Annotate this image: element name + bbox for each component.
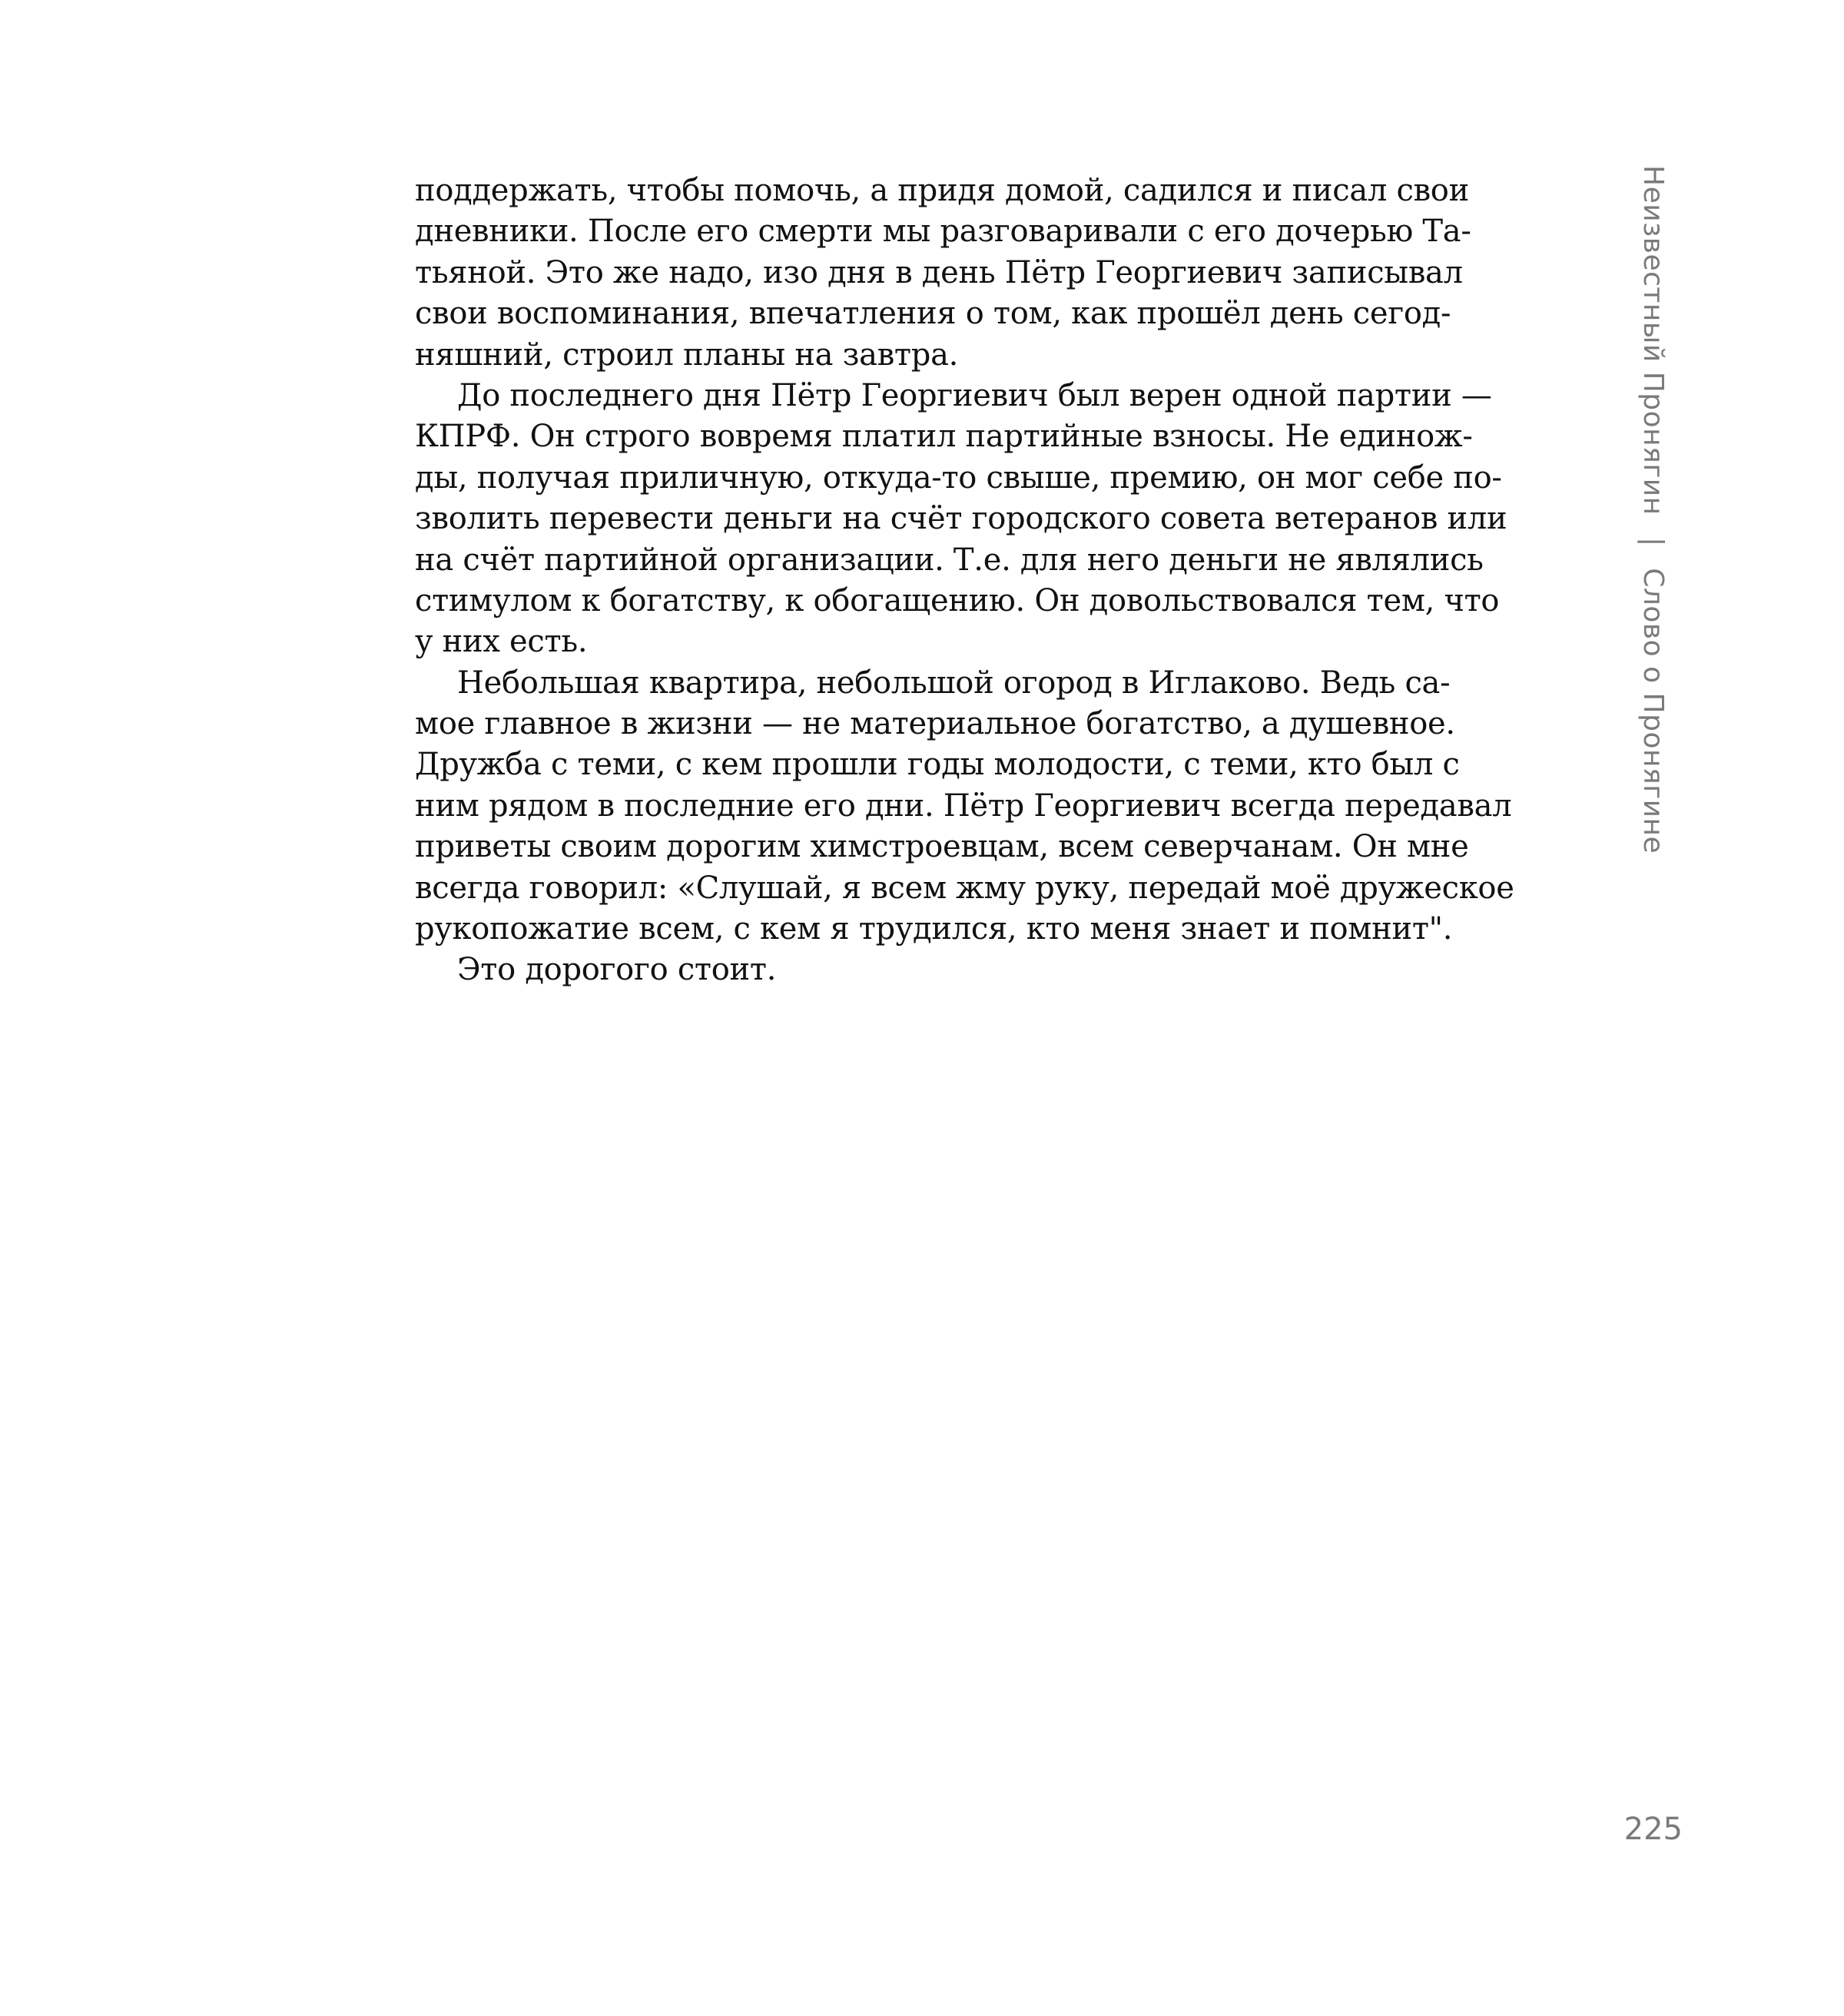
body-line: ним рядом в последние его дни. Пётр Георгиевич всегда передавал [415, 788, 1512, 824]
body-line: До последнего дня Пётр Георгиевич был верен одной партии — [457, 377, 1492, 413]
body-line: мое главное в жизни — не материальное богатство, а душевное. [415, 706, 1455, 742]
body-line: приветы своим дорогим химстроевцам, всем северчанам. Он мне [415, 829, 1469, 865]
running-head-book-title: Неизвестный Пронягин [1637, 165, 1669, 516]
body-line: всегда говорил: «Слушай, я всем жму руку, передай моё дружеское [415, 870, 1514, 906]
body-line: на счёт партийной организации. Т.е. для него деньги не являлись [415, 542, 1484, 578]
body-line: зволить перевести деньги на счёт городского совета ветеранов или [415, 501, 1507, 537]
page-number: 225 [1623, 1812, 1683, 1847]
running-head [1632, 165, 1673, 854]
body-line: тьяной. Это же надо, изо дня в день Пётр Георгиевич записывал [415, 254, 1463, 290]
running-head-separator: | [1637, 536, 1669, 547]
body-line: Дружба с теми, с кем прошли годы молодости, с теми, кто был с [415, 747, 1460, 783]
body-line: рукопожатие всем, с кем я трудился, кто меня знает и помнит". [415, 911, 1453, 947]
body-line: дневники. После его смерти мы разговаривали с его дочерью Та- [415, 214, 1471, 250]
running-head-section-title: Слово о Пронягине [1637, 568, 1669, 854]
body-text [415, 171, 1514, 991]
body-line: няшний, строил планы на завтра. [415, 337, 959, 373]
body-line: поддержать, чтобы помочь, а придя домой, садился и писал свои [415, 173, 1469, 208]
body-line: у них есть. [415, 624, 588, 660]
body-line: КПРФ. Он строго вовремя платил партийные взносы. Не единож- [415, 419, 1473, 455]
body-line: стимулом к богатству, к обогащению. Он довольствовался тем, что [415, 582, 1500, 618]
body-line: Это дорогого стоит. [457, 952, 777, 988]
body-line: свои воспоминания, впечатления о том, как прошёл день сегод- [415, 296, 1451, 332]
body-line: Небольшая квартира, небольшой огород в Иглаково. Ведь са- [457, 665, 1451, 701]
body-line: ды, получая приличную, откуда-то свыше, премию, он мог себе по- [415, 459, 1502, 496]
